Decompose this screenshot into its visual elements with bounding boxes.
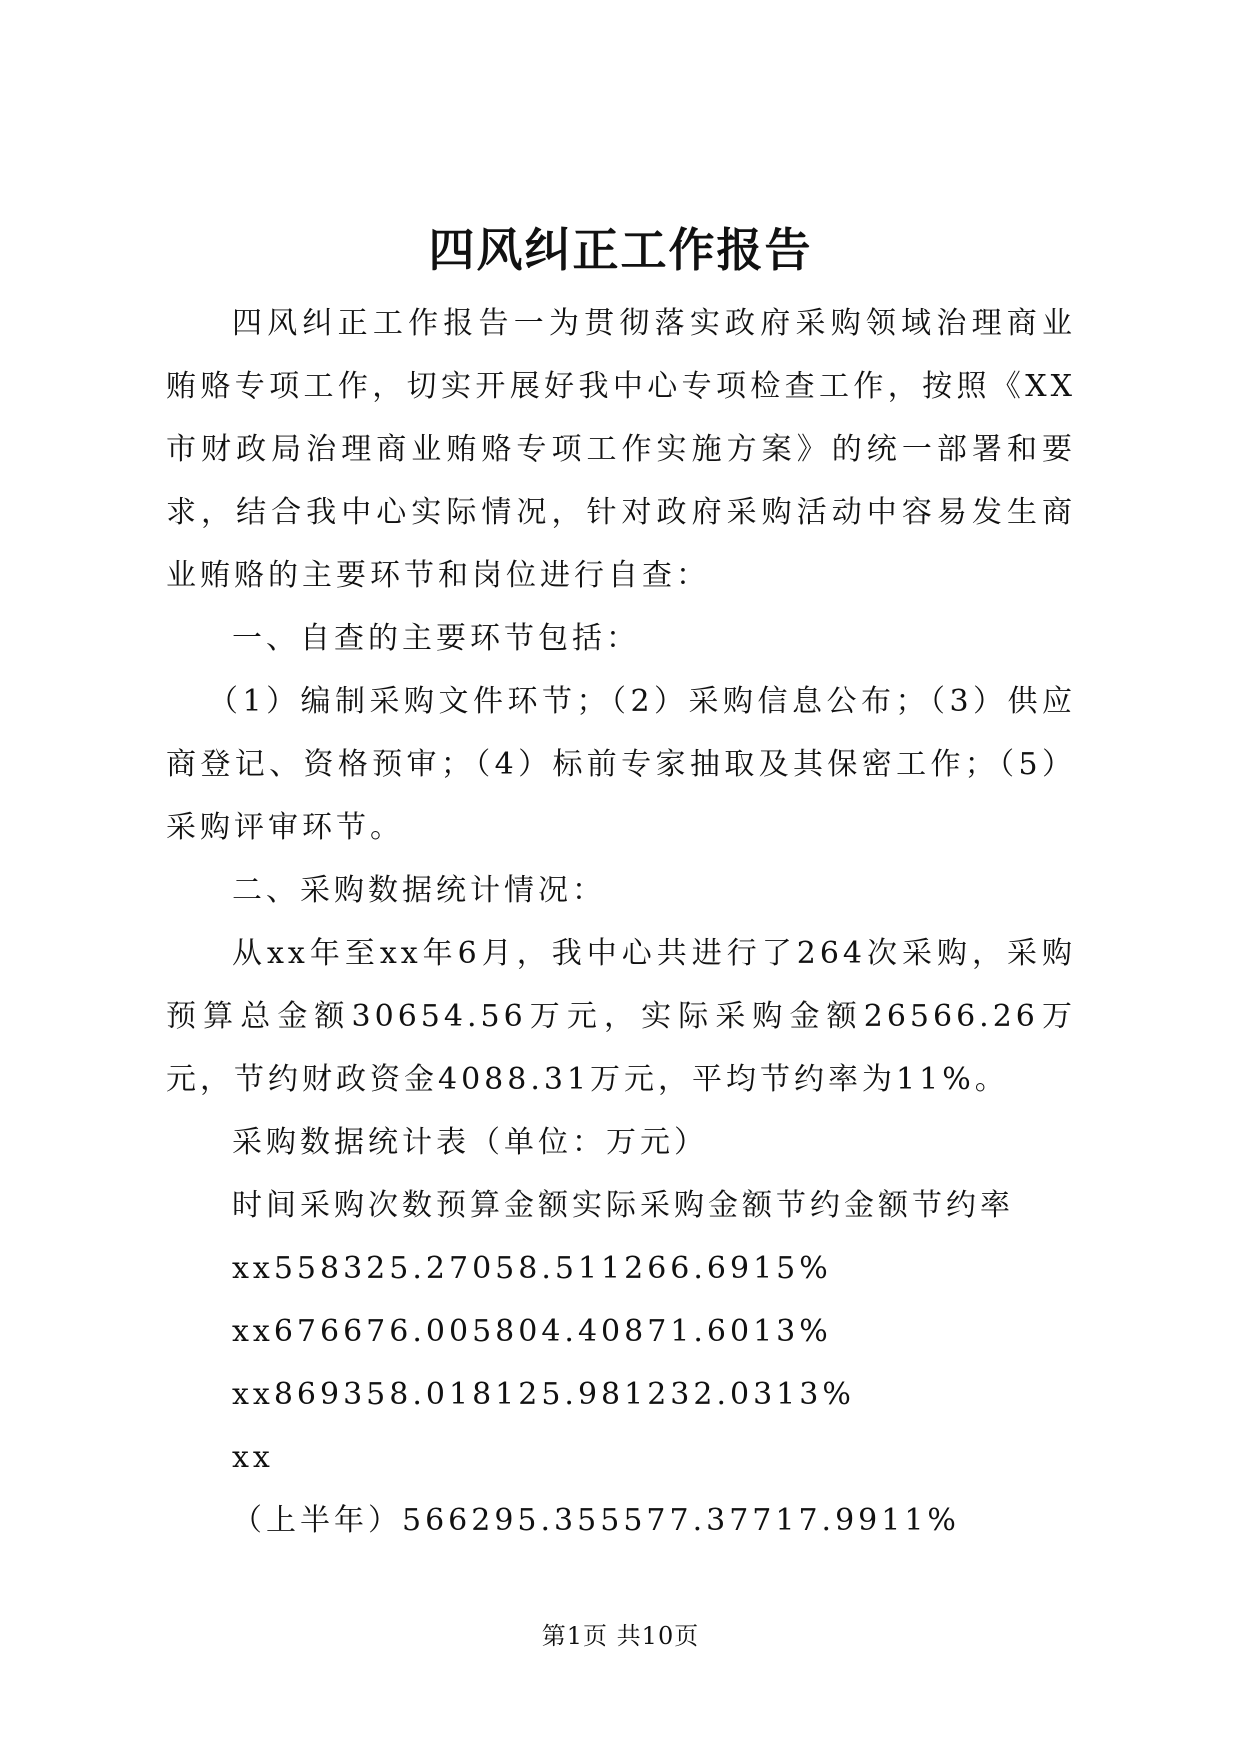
table-header-row: 时间采购次数预算金额实际采购金额节约金额节约率 <box>232 1188 1014 1223</box>
intro-paragraph: 四风纠正工作报告一为贯彻落实政府采购领域治理商业贿赂专项工作，切实开展好我中心专项检查工作，按照《XX市财政局治理商业贿赂专项工作实施方案》的统一部署和要求，结合我中心实际情况，针对政府采购活动中容易发生商业贿赂的主要环节和岗位进行自查： <box>166 306 1076 593</box>
checkpoints-paragraph: （1）编制采购文件环节；（2）采购信息公布；（3）供应商登记、资格预审；（4）标前专家抽取及其保密工作；（5）采购评审环节。 <box>166 684 1076 845</box>
section-heading-2: 二、采购数据统计情况： <box>232 873 606 908</box>
table-row: xx <box>232 1440 274 1475</box>
table-caption: 采购数据统计表（单位：万元） <box>232 1125 708 1160</box>
section-heading-1: 一、自查的主要环节包括： <box>232 621 640 656</box>
table-row: xx869358.018125.981232.0313% <box>232 1377 855 1412</box>
table-row: （上半年）566295.355577.37717.9911% <box>232 1503 960 1538</box>
document-body <box>166 292 1076 1552</box>
table-row: xx558325.27058.511266.6915% <box>232 1251 832 1286</box>
document-title: 四风纠正工作报告 <box>428 223 813 277</box>
statistics-paragraph: 从xx年至xx年6月，我中心共进行了264次采购，采购预算总金额30654.56万元，实际采购金额26566.26万元，节约财政资金4088.31万元，平均节约率为11%。 <box>166 936 1076 1097</box>
page-footer: 第1页 共10页 <box>541 1622 700 1650</box>
table-row: xx676676.005804.40871.6013% <box>232 1314 832 1349</box>
